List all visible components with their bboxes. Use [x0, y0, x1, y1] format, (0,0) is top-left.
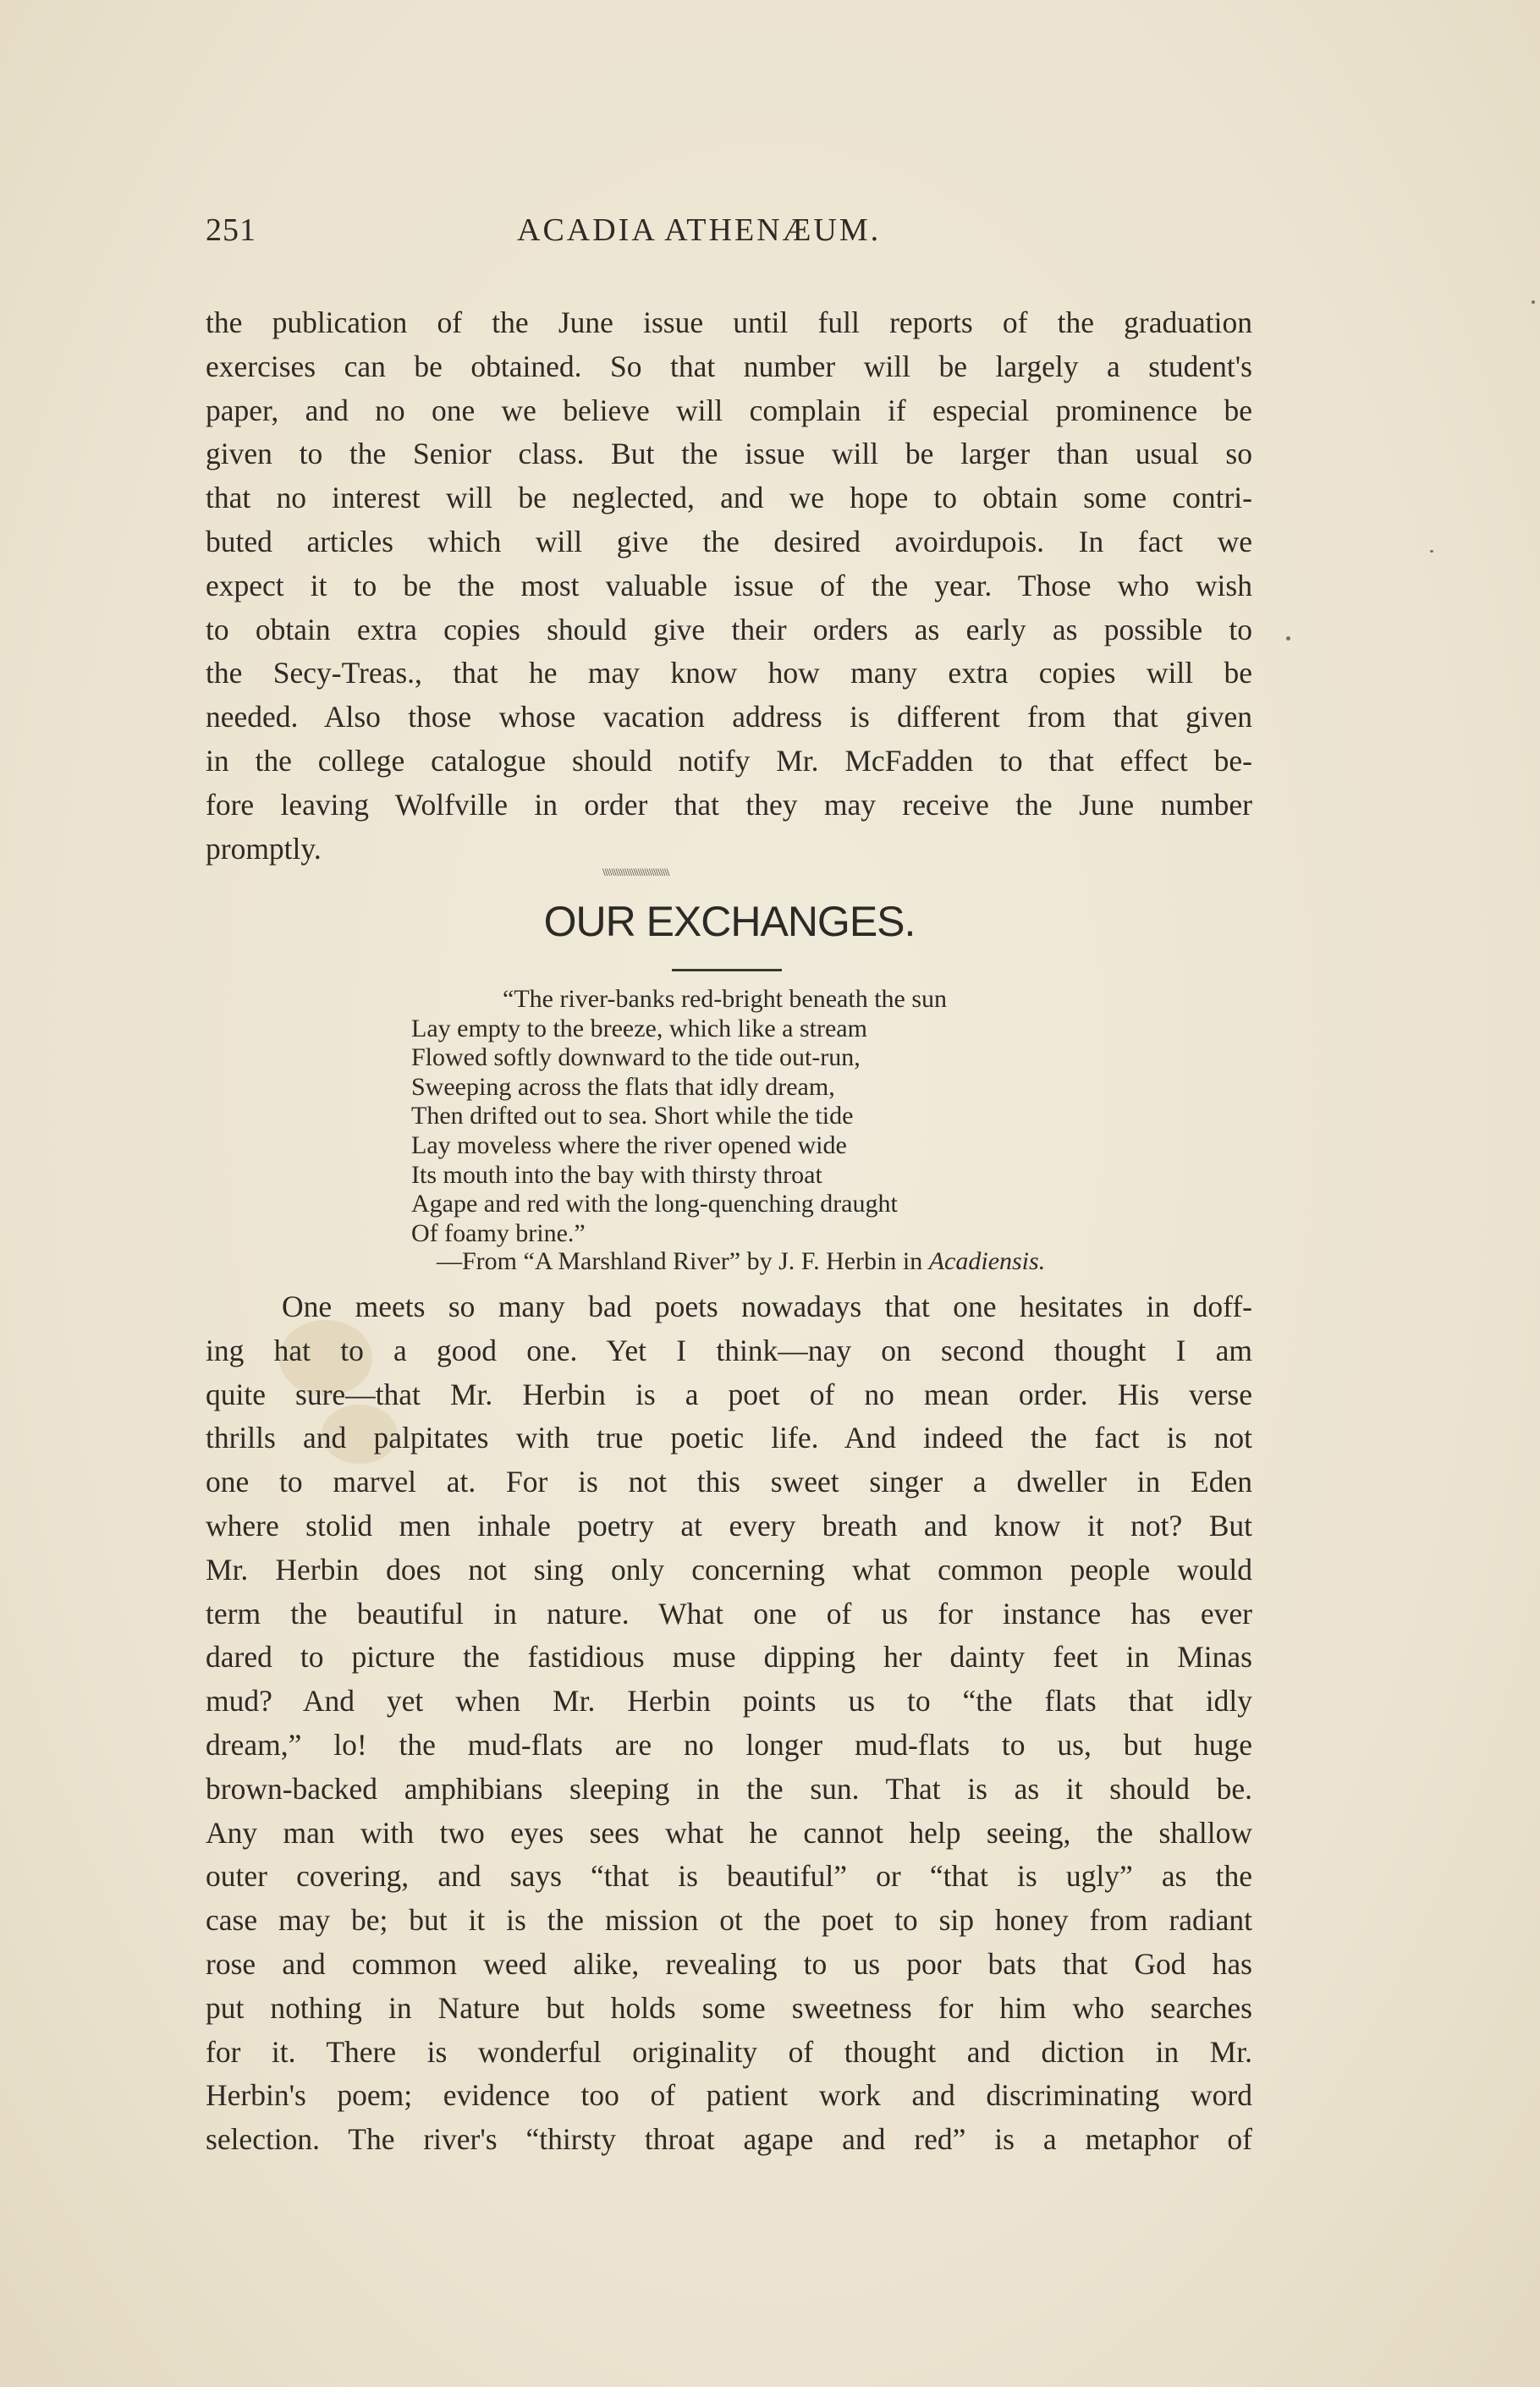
paragraph-graduation-issue — [206, 301, 1252, 871]
poem-line: Of foamy brine.” — [411, 1218, 586, 1247]
text-line: dared to picture the fastidious muse dipping her dainty feet in Minas — [206, 1640, 1252, 1675]
text-line: Herbin's poem; evidence too of patient work and discriminating word — [206, 2078, 1252, 2113]
text-line: paper, and no one we believe will complain if especial prominence be — [206, 393, 1252, 427]
text-line: that no interest will be neglected, and we hope to obtain some contri- — [206, 481, 1252, 515]
text-line: case may be; but it is the mission ot the poet to sip honey from radiant — [206, 1903, 1252, 1938]
text-line: outer covering, and says “that is beautiful” or “that is ugly” as the — [206, 1859, 1252, 1894]
poem-quotation — [411, 985, 1274, 1248]
poem-line: Lay moveless where the river opened wide — [411, 1130, 847, 1159]
poem-line: Agape and red with the long-quenching draught — [411, 1190, 898, 1218]
paper-speck — [1430, 550, 1433, 553]
text-line: in the college catalogue should notify Mr. McFadden to that effect be- — [206, 743, 1252, 778]
text-line: one to marvel at. For is not this sweet singer a dweller in Eden — [206, 1465, 1252, 1499]
text-line: given to the Senior class. But the issue will be larger than usual so — [206, 437, 1252, 471]
text-line: ing hat to a good one. Yet I think—nay on second thought I am — [206, 1333, 1252, 1367]
text-line: fore leaving Wolfville in order that they may receive the June number — [206, 787, 1252, 822]
text-line: rose and common weed alike, revealing to us poor bats that God has — [206, 1946, 1252, 1981]
attribution-text: —From “A Marshland River” by J. F. Herbin in — [437, 1247, 929, 1275]
poem-line: Sweeping across the flats that idly dream, — [411, 1072, 835, 1101]
paper-speck — [1286, 636, 1290, 641]
journal-title: ACADIA ATHENÆUM. — [517, 212, 882, 248]
section-ornament: \\\\\\\\\\\\\\\\\\\\\\\\\\\\\\ — [602, 866, 669, 877]
text-line: needed. Also those whose vacation address is different from that given — [206, 700, 1252, 734]
text-line: buted articles which will give the desired avoirdupois. In fact we — [206, 524, 1252, 558]
poem-line: Its mouth into the bay with thirsty throat — [411, 1160, 822, 1189]
poem-line: Flowed softly downward to the tide out-run, — [411, 1043, 861, 1072]
text-line: exercises can be obtained. So that number will be largely a student's — [206, 349, 1252, 383]
text-line: for it. There is wonderful originality of thought and diction in Mr. — [206, 2034, 1252, 2069]
text-line: where stolid men inhale poetry at every breath and know it not? But — [206, 1508, 1252, 1543]
text-line: expect it to be the most valuable issue of the year. Those who wish — [206, 568, 1252, 602]
text-line: put nothing in Nature but holds some sweetness for him who searches — [206, 1990, 1252, 2025]
text-line: selection. The river's “thirsty throat agape and red” is a metaphor of — [206, 2122, 1252, 2157]
text-line: thrills and palpitates with true poetic life. And indeed the fact is not — [206, 1421, 1252, 1455]
running-head — [206, 212, 1252, 254]
paper-speck — [1532, 300, 1535, 304]
text-line: brown-backed amphibians sleeping in the sun. That is as it should be. — [206, 1771, 1252, 1806]
text-line: Any man with two eyes sees what he cannot help seeing, the shallow — [206, 1815, 1252, 1850]
text-line: the publication of the June issue until full reports of the graduation — [206, 305, 1252, 339]
heading-rule — [672, 969, 782, 971]
text-line: Mr. Herbin does not sing only concerning what common people would — [206, 1552, 1252, 1587]
text-line: promptly. — [206, 831, 322, 866]
text-line: mud? And yet when Mr. Herbin points us to “the flats that idly — [206, 1684, 1252, 1719]
text-line: to obtain extra copies should give their orders as early as possible to — [206, 612, 1252, 646]
text-line: quite sure—that Mr. Herbin is a poet of no mean order. His verse — [206, 1377, 1252, 1411]
section-heading: OUR EXCHANGES. — [543, 898, 916, 945]
poem-attribution — [437, 1247, 1291, 1276]
attribution-source: Acadiensis. — [928, 1247, 1046, 1275]
text-line: the Secy-Treas., that he may know how many extra copies will be — [206, 656, 1252, 690]
text-line: term the beautiful in nature. What one of us for instance has ever — [206, 1596, 1252, 1631]
text-line: dream,” lo! the mud-flats are no longer mud-flats to us, but huge — [206, 1727, 1252, 1762]
paragraph-review — [206, 1285, 1252, 2162]
text-line: One meets so many bad poets nowadays that one hesitates in doff- — [282, 1290, 1252, 1323]
page-number: 251 — [206, 212, 256, 248]
poem-line: “The river-banks red-bright beneath the sun — [503, 985, 948, 1013]
poem-line: Lay empty to the breeze, which like a stream — [411, 1014, 867, 1042]
poem-line: Then drifted out to sea. Short while the tide — [411, 1102, 854, 1130]
